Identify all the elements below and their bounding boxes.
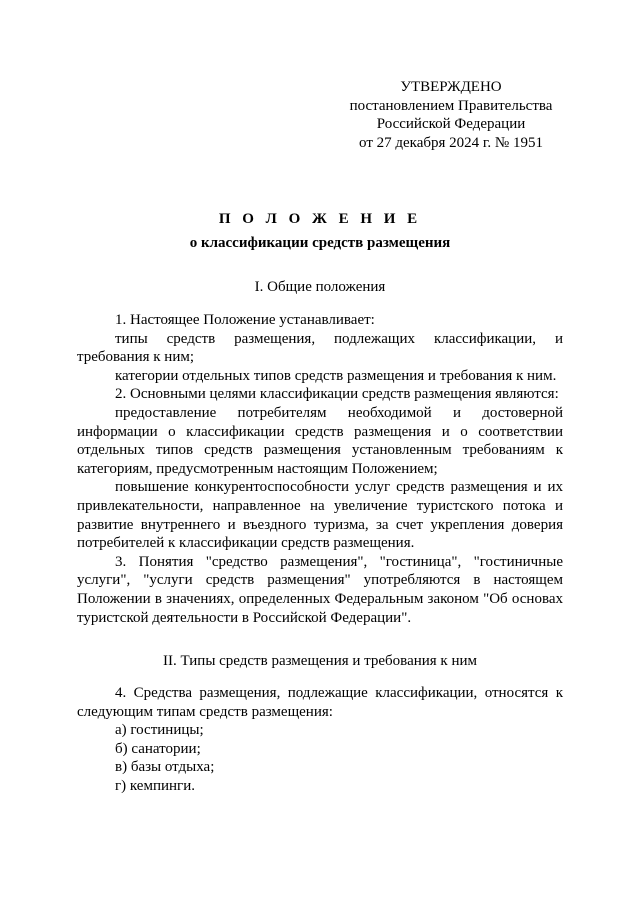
approval-line-approved: УТВЕРЖДЕНО [400, 79, 502, 95]
paragraph: 1. Настоящее Положение устанавливает: [115, 312, 375, 328]
paragraph: 3. Понятия "средство размещения", "гостиница", "гостиничные услуги", "услуги средств размещения" употребляются в настоящем Положении в значениях, определенных Федеральным законом "Об основах туристской деятельности в Российской Федерации". [77, 553, 563, 626]
section-heading-general: I. Общие положения [254, 279, 386, 295]
list-item: а) гостиницы; [115, 722, 204, 739]
list-item: в) базы отдыха; [115, 759, 215, 776]
approval-line-date-number: от 27 декабря 2024 г. № 1951 [359, 134, 543, 151]
paragraph: 2. Основными целями классификации средств размещения являются: [115, 386, 559, 403]
paragraph: типы средств размещения, подлежащих классификации, и требования к ним; [77, 330, 563, 366]
paragraph: категории отдельных типов средств размещения и требования к ним. [115, 367, 557, 384]
paragraph: предоставление потребителям необходимой и достоверной информации о классификации средств размещения и о соответствии отдельных типов средств размещения установленным требованиям к категориям, предусмотренным настоящим Положением; [77, 404, 563, 477]
document-subtitle: о классификации средств размещения [189, 235, 451, 251]
document-title: П О Л О Ж Е Н И Е [218, 211, 422, 227]
section-body-types [77, 684, 563, 796]
approval-line-resolution: постановлением Правительства [349, 97, 553, 114]
list-item: г) кемпинги. [115, 777, 195, 794]
approval-stamp [340, 78, 562, 152]
section-body-general [77, 311, 563, 627]
approval-line-government: Российской Федерации [376, 116, 526, 133]
paragraph: 4. Средства размещения, подлежащие классификации, относятся к следующим типам средств размещения: [77, 685, 563, 720]
list-item: б) санатории; [115, 740, 201, 757]
paragraph: повышение конкурентоспособности услуг средств размещения и их привлекательности, направленное на увеличение туристского потока и развитие внутреннего и въездного туризма, за счет укрепления доверия потребителей к классификации средств размещения. [77, 479, 563, 552]
section-heading-types: II. Типы средств размещения и требования к ним [162, 653, 478, 669]
